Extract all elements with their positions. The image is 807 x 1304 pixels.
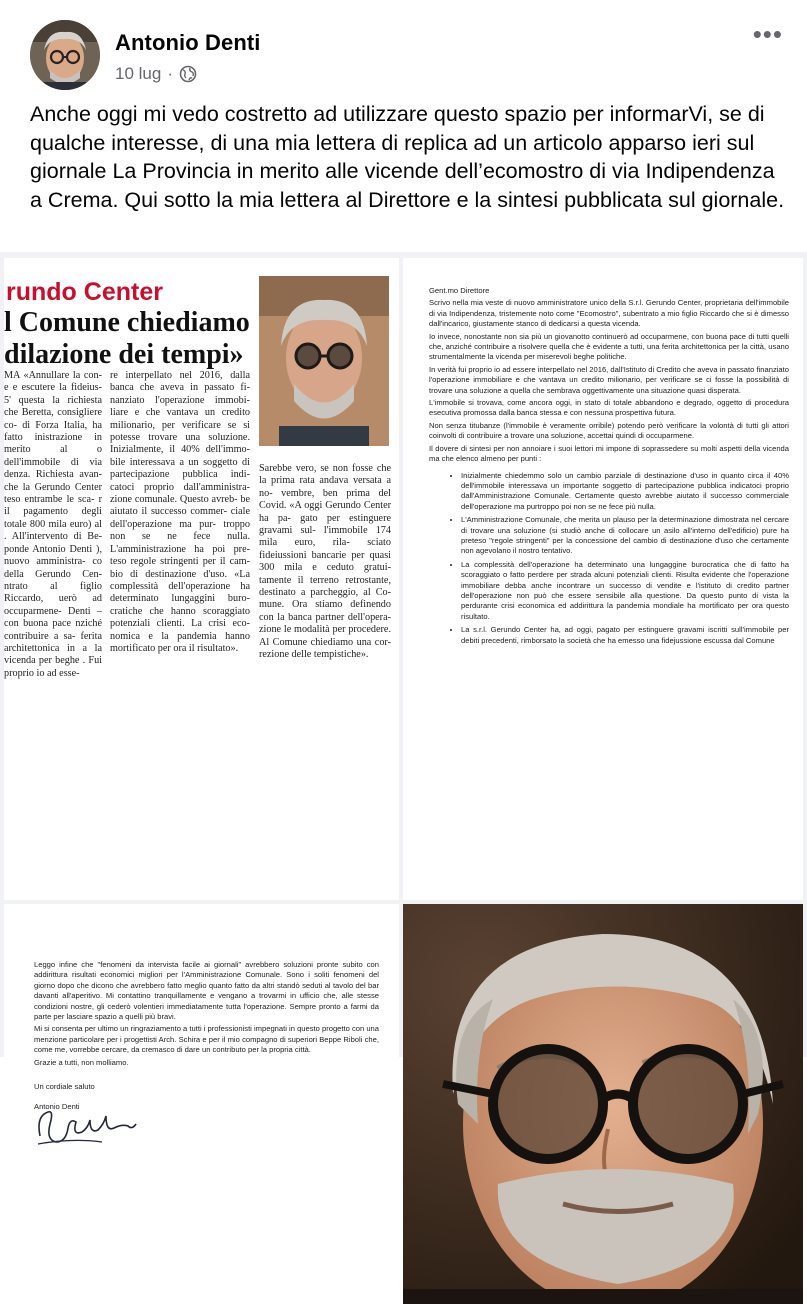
portrait-photo[interactable] — [403, 904, 803, 1304]
portrait-illustration — [403, 904, 803, 1304]
post-header — [0, 0, 807, 100]
clipping-column-1: MA «Annullare la con- e e escutere la fideius- 5' questa la richiesta che Beretta, consigliere co- di Forza Italia, ha fatto inistrazione in merito al o dell'immobile di via denza. Richiesta avan- che la Gerundo Center teso entrambe le sca- r il pagamento degli totale 800 mila euro) al . All'intervento di Be- ponde Antonio Denti ), nuovo amministra- co della Gerundo Cen- ntrato al figlio Riccardo, uerò ad occuparmene- Denti – con buona pace nziché contribuire a sa- ferita architettonica in a la vicenda per beghe . Fui proprio io ad esse- — [4, 370, 102, 679]
clipping-column-3: Sarebbe vero, se non fosse che la prima rata andava versata a no- vembre, ben prima del Covid. «A oggi Gerundo Center ha pa- gato per estinguere gravami sul- l'immobile 174 mila euro, rila- sciato fideiussioni bancarie per quasi 300 mila e ceduto gratui- tamente il terreno retrostante, destinato a parcheggio, al Co- mune. Ora stiamo definendo con la banca partner dell'opera- zione le modalità per procedere. Al Comune chiediamo una cor- rezione delle tempistiche». — [259, 463, 391, 661]
letter-paragraph: Il dovere di sintesi per non annoiare i suoi lettori mi impone di soprassedere su molti aspetti della vicenda ma che elenco almeno per punti : — [429, 443, 789, 464]
letter-paragraph: Leggo infine che "fenomeni da intervista facile ai giornali" avrebbero soluzioni pronte subito con addirittura risultati economici migliori per l'Amministrazione Comunale. Sono i soliti fenomeni del giorno dopo che dicono che avrebbero fatto meglio quanto fatto da altri standò seduti al tavolo del bar davanti all'aperitivo. Mi contattino tranquillamente e vengano a trovarmi in ufficio che, alle stesse condizioni nostre, gli cederò volentieri immediatamente tutta l'operazione. Sempre pronto a farmi da parte per lasciare spazio a quelli più bravi. — [34, 960, 379, 1022]
letter-paragraph: L'immobile si trovava, come ancora oggi, in stato di totale abbandono e degrado, oggetto di procedura esecutiva promossa dalla banca stessa e con nessuna prospettiva futura. — [429, 398, 789, 418]
avatar-portrait — [30, 20, 100, 90]
clipping-title-line1: l Comune chiediamo — [4, 307, 250, 338]
letter-bullet: • L'Amministrazione Comunale, che merita un plauso per la determinazione dimostrata nel cercare di trovare una soluzione (si studiò anche di collocare un asilo all'interno dell'edificio) pure ha preteso "regole stringenti" per la concessione del cambio di destinazione d'uso che certamente non agevolano il nostro tentativo. — [461, 515, 789, 557]
newspaper-clipping-image[interactable] — [4, 258, 399, 900]
letter-paragraph: Mi si consenta per ultimo un ringraziamento a tutti i professionisti impegnati in questo progetto con una menzione particolare per i progettisti Arch. Schira e per il mio compagno di superiori Beppe Riboli che, come me, vorrebbe cercare, da cremasco di dare un contributo per la propria città. — [34, 1024, 379, 1055]
letter-closing: Un cordiale saluto — [34, 1082, 95, 1092]
letter-page-1-text — [429, 286, 789, 649]
globe-icon[interactable] — [179, 65, 197, 83]
letter-signer: Antonio Denti — [34, 1102, 80, 1112]
letter-page-1-image[interactable] — [403, 258, 803, 900]
letter-paragraph: Scrivo nella mia veste di nuovo amministratore unico della S.r.l. Gerundo Center, proprietaria dell'immobile di via Indipendenza, tristemente noto come "Ecomostro", subentrato a mio figlio Riccardo che si è dimesso dall'incarico, giustamente stanco di dedicarsi a questa vicenda. — [429, 298, 789, 329]
letter-paragraph: Grazie a tutti, non molliamo. — [34, 1057, 129, 1067]
meta-separator: · — [167, 64, 173, 83]
letter-paragraph: Io invece, nonostante non sia più un giovanotto continuerò ad occuparmene, con buona pace di tutti quelli che, anziché contribuire a risolvere quella che è evidente a tutti, una ferita architettonica per la città, usano strumentalmente la vicenda per miserevoli beghe politiche. — [429, 331, 789, 362]
post-text: Anche oggi mi vedo costretto ad utilizzare questo spazio per informarVi, se di qualche interesse, di una mia lettera di replica ad un articolo apparso ieri sul giornale La Provincia in merito alle vicende dell’ecomostro di via Indipendenza a Crema. Qui sotto la mia lettera al Direttore e la sintesi pubblicata sul giornale. — [30, 102, 785, 212]
clipping-kicker: rundo Center — [6, 278, 163, 306]
letter-salutation: Gent.mo Direttore — [429, 286, 490, 295]
letter-bullet: • La s.r.l. Gerundo Center ha, ad oggi, pagato per estinguere gravami iscritti sull'immobile per debiti precedenti, rimborsato la società che ha emesso una fidejussione escussa dal Comune — [461, 625, 789, 646]
letter-bullet: • Inizialmente chiedemmo solo un cambio parziale di destinazione d'uso in quanto circa il 40% dell'immobile interessava un importante soggetto di partecipazione pubblica indicatoci proprio dall'Amministrazione Comunale. Certamente questo avrebbe aiutato il successo commerciale dell'operazione ma purtroppo poi non se ne fece più nulla. — [461, 471, 789, 513]
author-name[interactable]: Antonio Denti — [115, 30, 261, 55]
clipping-headline — [4, 278, 254, 371]
letter-bullet-list — [429, 471, 789, 647]
avatar[interactable] — [30, 20, 100, 90]
handwritten-signature — [32, 1102, 142, 1157]
post-date[interactable]: 10 lug — [115, 64, 162, 83]
photo-gallery — [0, 252, 807, 1112]
letter-bullet: • La complessità dell'operazione ha determinato una lungaggine burocratica che di fatto ha scoraggiato o fatto perdere per strada alcuni potenziali clienti. Risulta evidente che l'operazione immobiliare debba anche incontrare un successo di vendite e l'istituto di credito partner dell'operazione non può che essere sensibile alla questione. Da questo punto di vista la perdurante crisi economica ed addirittura la pandemia mondiale ha mortificato per ora questo risultato. — [461, 560, 789, 622]
clipping-column-2: re interpellato nel 2016, dalla banca che aveva in passato fi- nanziato l'operazione immobi- liare e che vantava un credito milionario, per verificare se si potesse trovare una soluzione. Inizialmente, il 40% dell'immo- bile interessava a un soggetto di partecipazione pubblica indi- catoci proprio dall'amministra- zione comunale. Questo avreb- be aiutato il successo commer- ciale dell'operazione ma pur- troppo non se ne fece nulla. L'amministrazione ha poi pre- teso regole stringenti per il cam- bio di destinazione d'uso. «La complessità dell'operazione ha determinato lungaggini buro- cratiche che hanno scoraggiato potenziali clienti. La crisi eco- nomica e la pandemia hanno mortificato per ora il risultato». — [110, 370, 250, 654]
more-options-icon[interactable]: ••• — [752, 19, 783, 49]
letter-page-2-image[interactable] — [4, 904, 399, 1304]
letter-paragraph: In verità fui proprio io ad essere interpellato nel 2016, dall'Istituto di Credito che aveva in passato finanziato l'operazione immobiliare e che vantava un credito milionario, per verificare se ci fosse la possibilità di trovare una soluzione a quella che sembrava oggettivamente una situazione quasi disperata. — [429, 364, 789, 395]
letter-page-2-text — [34, 960, 379, 1115]
post-meta — [115, 64, 197, 84]
letter-paragraph: Non senza titubanze (l'immobile è veramente orribile) potendo però verificare la volontà di tutti gli attori coinvolti di contribuire a trovare una soluzione, accettai quindi di occuparmene. — [429, 420, 789, 441]
clipping-photo — [259, 276, 389, 446]
clipping-title-line2: dilazione dei tempi» — [4, 339, 244, 370]
